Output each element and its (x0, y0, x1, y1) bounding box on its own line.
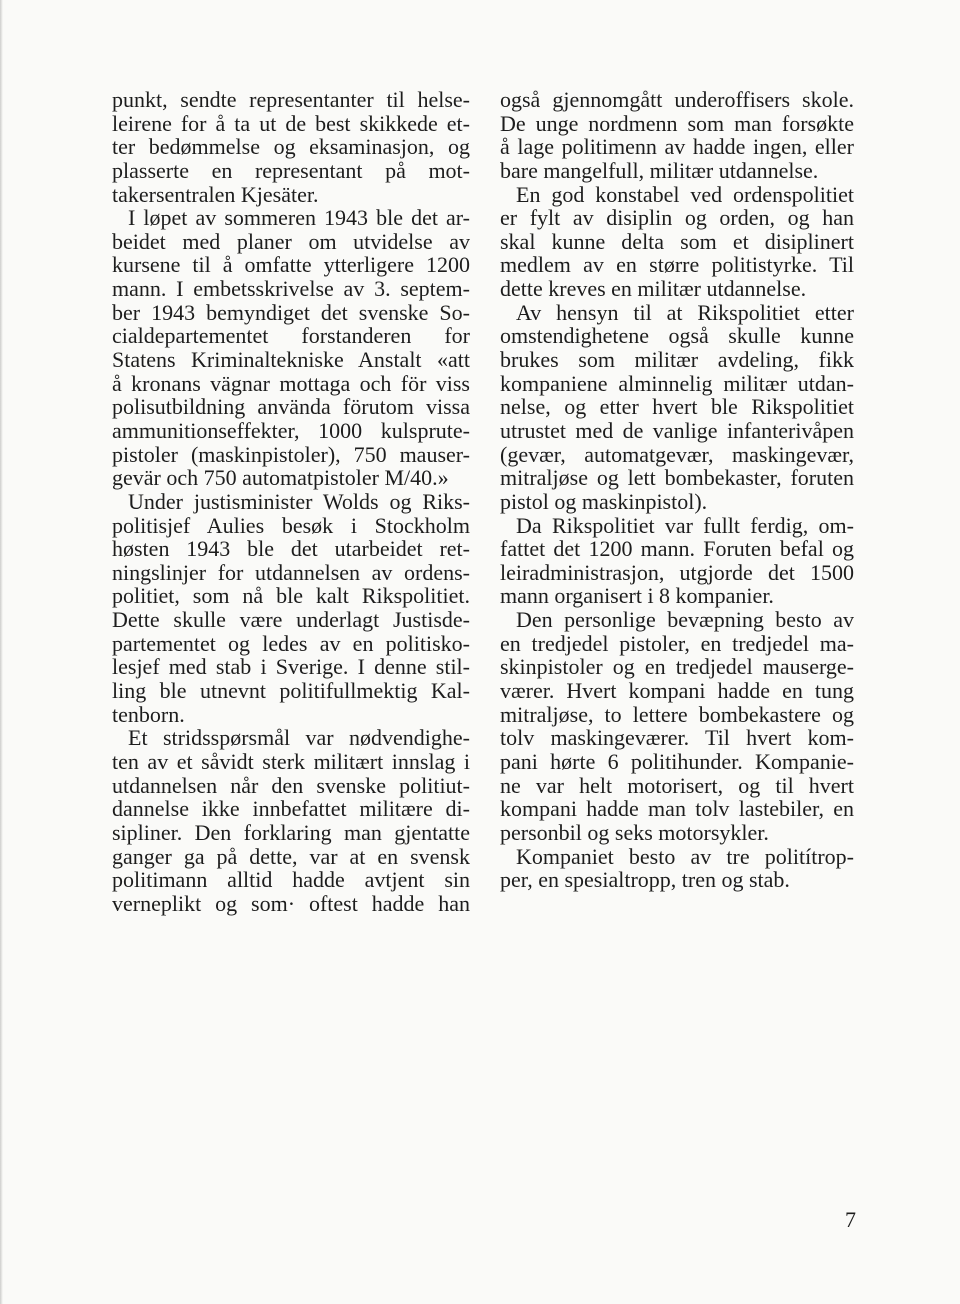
text-line: mann organisert i 8 kompanier. (500, 583, 774, 609)
text-line: mitraljøse, to lettere bombekastere og (500, 701, 854, 727)
text-line: høsten 1943 ble det utarbeidet ret- (112, 536, 470, 562)
text-line: mann. I embetsskrivelse av 3. septem- (112, 276, 470, 302)
text-line: Da Rikspolitiet var fullt ferdig, om- (516, 512, 854, 538)
text-line: En god konstabel ved ordenspolitiet (516, 181, 854, 207)
text-line: utrustet med de vanlige infanterivåpen (500, 417, 854, 443)
text-line: kompaniene alminnelig militær utdan- (500, 370, 854, 396)
text-line: å kronans vägnar mottaga och för viss (112, 370, 470, 396)
text-line: lesjef med stab i Sverige. I denne stil- (112, 654, 470, 680)
paragraph (112, 490, 470, 726)
text-line: å lage politimenn av hadde ingen, eller (500, 134, 854, 160)
text-line: værer. Hvert kompani hadde en tung (500, 678, 854, 704)
paragraph (500, 301, 854, 514)
text-line: pistol og maskinpistol). (500, 488, 708, 514)
paragraph (112, 726, 470, 915)
text-line: pani hørte 6 politihunder. Kompanie- (500, 748, 854, 774)
left-column (112, 88, 470, 915)
text-line: ten av et såvidt sterk militært innslag i (112, 748, 470, 774)
text-line: Av hensyn til at Rikspolitiet etter (516, 299, 854, 325)
text-line: politiet, som nå ble kalt Rikspolitiet. (112, 583, 470, 609)
text-line: partementet og ledes av en politisko- (112, 630, 470, 656)
paragraph (112, 206, 470, 490)
text-line: I løpet av sommeren 1943 ble det ar- (128, 205, 470, 231)
text-line: brukes som militær avdeling, fikk (500, 347, 854, 373)
text-line: kursene til å omfatte ytterligere 1200 (112, 252, 470, 278)
text-line: tenborn. (112, 701, 185, 727)
text-line: tolv maskingeværer. Til hvert kom- (500, 725, 854, 751)
text-line: personbil og seks motorsykler. (500, 819, 769, 845)
text-line: gevär och 750 automatpistoler M/40.» (112, 465, 449, 491)
text-line: ne var helt motorisert, og til hvert (500, 772, 854, 798)
text-line: kompani hadde man tolv lastebiler, en (500, 796, 854, 822)
text-line: en tredjedel pistoler, en tredjedel ma- (500, 630, 854, 656)
text-line: Et stridsspørsmål var nødvendighe- (128, 725, 470, 751)
text-line: polisutbildning använda förutom vissa (112, 394, 470, 420)
right-column (500, 88, 854, 892)
paragraph (500, 845, 854, 892)
text-line: er fylt av disiplin og orden, og han (500, 205, 854, 231)
text-line: ber 1943 bemyndiget det svenske So- (112, 299, 470, 325)
text-line: pistoler (maskinpistoler), 750 mauser- (112, 441, 470, 467)
text-line: dette kreves en militær utdannelse. (500, 276, 807, 302)
text-line: takersentralen Kjesäter. (112, 181, 319, 207)
text-line: politisjef Aulies besøk i Stockholm (112, 512, 470, 538)
text-line: ter bedømmelse og eksaminasjon, og (112, 134, 470, 160)
text-line: dannelse ikke innbefattet militære di- (112, 796, 470, 822)
text-line: Kompaniet besto av tre politítrop- (516, 843, 854, 869)
text-line: også gjennomgått underoffisers skole. (500, 87, 854, 112)
text-line: Den personlige bevæpning besto av (516, 607, 854, 633)
page-number: 7 (845, 1207, 856, 1232)
text-line: ling ble utnevnt politifullmektig Kal- (112, 678, 470, 704)
text-line: ningslinjer for utdannelsen av ordens- (112, 559, 470, 585)
text-line: medlem av en større politistyrke. Til (500, 252, 854, 278)
paragraph (500, 514, 854, 609)
text-line: Statens Kriminaltekniske Anstalt «att (112, 347, 470, 373)
text-line: politimann alltid hadde avtjent sin (112, 867, 470, 893)
text-line: punkt, sendte representanter til helse- (112, 87, 470, 112)
text-line: bare mangelfull, militær utdannelse. (500, 157, 819, 183)
text-line: beidet med planer om utvidelse av (112, 228, 470, 254)
text-line: leiradministrasjon, utgjorde det 1500 (500, 559, 854, 585)
text-line: omstendighetene også skulle kunne (500, 323, 854, 349)
text-line: per, en spesialtropp, tren og stab. (500, 867, 790, 893)
text-line: sipliner. Den forklaring man gjentatte (112, 819, 470, 845)
text-line: utdannelsen når den svenske politiut- (112, 772, 470, 798)
paragraph (500, 88, 854, 183)
text-line: cialdepartementet forstanderen for (112, 323, 470, 349)
text-line: leirene for å ta ut de best skikkede et- (112, 110, 470, 136)
text-line: ammunitionseffekter, 1000 kulsprute- (112, 417, 470, 443)
text-line: skinpistoler og en tredjedel mauserge- (500, 654, 854, 680)
text-line: fattet det 1200 mann. Foruten befal og (500, 536, 854, 562)
text-line: De unge nordmenn som man forsøkte (500, 110, 854, 136)
text-line: skal kunne delta som et disiplinert (500, 228, 854, 254)
paragraph (500, 183, 854, 301)
text-line: plasserte en representant på mot- (112, 157, 470, 183)
text-line: ganger ga på dette, var at en svensk (112, 843, 470, 869)
text-line: mitraljøse og lett bombekaster, foruten (500, 465, 854, 491)
text-line: Dette skulle være underlagt Justisde- (112, 607, 470, 633)
text-line: (gevær, automatgevær, maskingevær, (500, 441, 854, 467)
paragraph (500, 608, 854, 844)
text-line: nelse, og etter hvert ble Rikspolitiet (500, 394, 854, 420)
text-line: Under justisminister Wolds og Riks- (128, 488, 470, 514)
text-line: verneplikt og som· oftest hadde han (112, 890, 470, 916)
paragraph (112, 88, 470, 206)
